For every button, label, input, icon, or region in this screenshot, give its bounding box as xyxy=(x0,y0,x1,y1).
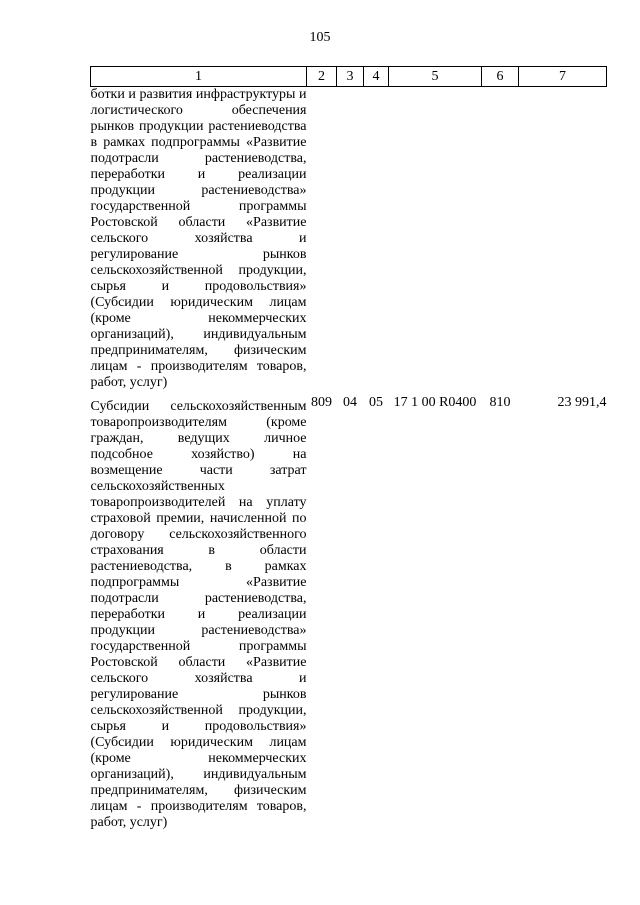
row-subsection-code xyxy=(364,87,389,396)
table-row xyxy=(91,87,607,396)
header-col-7: 7 xyxy=(519,67,607,87)
header-col-6: 6 xyxy=(482,67,519,87)
row-section-code: 04 xyxy=(343,395,357,410)
table-row xyxy=(91,395,607,831)
header-col-2: 2 xyxy=(307,67,337,87)
header-col-5: 5 xyxy=(389,67,482,87)
budget-table xyxy=(90,66,607,831)
header-col-4: 4 xyxy=(364,67,389,87)
table-header xyxy=(91,67,607,87)
row-amount xyxy=(519,87,607,396)
row-target-article xyxy=(389,87,482,396)
row-section-code xyxy=(337,87,364,396)
page-number: 105 xyxy=(309,30,331,45)
row-description: ботки и развития инфраструктуры и логистического обеспечения рынков продукции растениеводства в рамках подпрограммы «Развитие подотрасли растениеводства, переработки и реализации продукции растениеводства» государственной программы Ростовской области «Развитие сельского хозяйства и регулирование рынков сельскохозяйственной продукции, сырья и продовольствия» (Субсидии юридическим лицам (кроме некоммерческих организаций), индивидуальным предпринимателям, физическим лицам - производителям товаров, работ, услуг) xyxy=(90,87,307,390)
row-description: Субсидии сельскохозяйственным товаропроизводителям (кроме граждан, ведущих личное подсобное хозяйство) на возмещение части затрат сельскохозяйственных товаропроизводителей на уплату страховой премии, начисленной по договору сельскохозяйственного страхования в области растениеводства, в рамках подпрограммы «Развитие подотрасли растениеводства, переработки и реализации продукции растениеводства» государственной программы Ростовской области «Развитие сельского хозяйства и регулирование рынков сельскохозяйственной продукции, сырья и продовольствия» (Субсидии юридическим лицам (кроме некоммерческих организаций), индивидуальным предпринимателям, физическим лицам - производителям товаров, работ, услуг) xyxy=(90,399,307,830)
row-subsection-code: 05 xyxy=(369,395,383,410)
row-expense-type xyxy=(482,87,519,396)
row-expense-type: 810 xyxy=(489,395,511,410)
header-col-1: 1 xyxy=(91,67,307,87)
row-target-article: 17 1 00 R0400 xyxy=(393,395,477,410)
row-amount: 23 991,4 xyxy=(557,395,607,410)
header-col-3: 3 xyxy=(337,67,364,87)
row-ministry-code xyxy=(307,87,337,396)
header-row xyxy=(91,67,607,87)
row-ministry-code: 809 xyxy=(311,395,332,410)
